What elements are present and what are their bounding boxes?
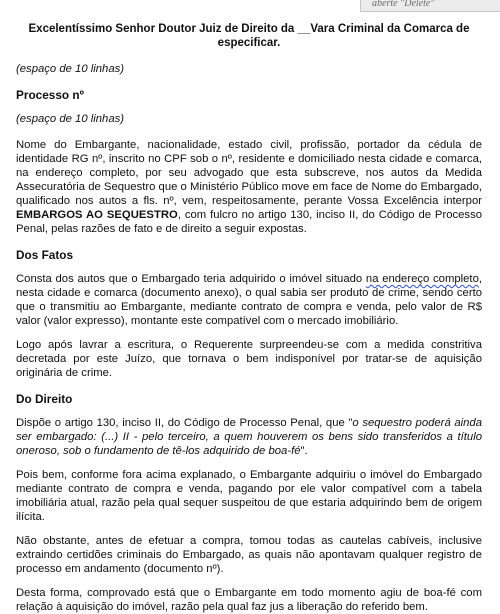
facts-paragraph-1 [16,272,482,328]
facts-p1-text-1: Consta dos autos que o Embargado teria adquirido o imóvel situado [16,273,366,285]
law-p1-text-1: Dispõe o artigo 130, inciso II, do Código de Processo Penal, que " [16,417,353,429]
intro-paragraph [16,138,482,236]
intro-text-2: , com fulcro no artigo 130, inciso II, do Código de Processo Penal, pelas razões de fato e de direito a seguir expostas. [16,209,483,235]
space-note-2: (espaço de 10 linhas) [16,113,125,125]
document-body [16,22,482,614]
facts-heading: Dos Fatos [16,248,74,262]
process-label: Processo nº [16,88,84,102]
intro-text-1: Nome do Embargante, nacionalidade, estado civil, profissão, portador da cédula de identidade RG nº, inscrito no CPF sob o nº, residente e domiciliado nesta cidade e comarca, na endereço completo, por seu advogado que esta subscreve, nos autos da Medida Assecuratória de Sequestro que o Ministério Público move em face de Nome do Embargado, qualificado nos autos a fls. nº, vem, respeitosamente, perante Vossa Excelência interpor [16,139,482,207]
law-paragraph-3: Não obstante, antes de efetuar a compra, tomou todas as cautelas cabíveis, inclusive extraindo certidões criminais do Embargado, as quais não apontavam qualquer registro de processo em andamento (documento nº). [16,535,482,575]
law-paragraph-2: Pois bem, conforme fora acima explanado, o Embargante adquiriu o imóvel do Embargado mediante contrato de compra e venda, pagando por ele valor compatível com a tabela imobiliária atual, razão pela qual sequer suspeitou de que estaria adquirindo bem de origem ilícita. [16,469,482,523]
law-heading: Do Direito [16,392,73,406]
document-title: Excelentíssimo Senhor Doutor Juiz de Direito da __Vara Criminal da Comarca de especificar. [28,23,470,49]
facts-paragraph-2: Logo após lavrar a escritura, o Requerente surpreendeu-se com a medida constritiva decretada por este Juízo, que tornava o bem indisponível por tratar-se de aquisição originária de crime. [16,339,482,379]
facts-p1-text-2: , nesta cidade e comarca (documento anexo), o qual sabia ser produto de crime, sendo certo que o transmitiu ao Embargante, mediante contrato de compra e venda, pelo valor de R$ valor (valor expresso), montante este compatível com o mercado imobiliário. [16,273,482,327]
space-note-1: (espaço de 10 linhas) [16,63,125,75]
delete-hint-text: aberte "Delete" [372,0,435,9]
law-paragraph-1 [16,416,482,458]
spellcheck-marked-text[interactable]: na endereço completo [365,273,479,285]
law-p1-text-2: ". [300,445,308,457]
intro-bold-text: EMBARGOS AO SEQUESTRO [16,209,178,221]
law-paragraph-4: Desta forma, comprovado está que o Embargante em todo momento agiu de boa-fé com relação à aquisição do imóvel, razão pela qual faz jus a liberação do referido bem. [16,587,482,613]
law-quote-italic: o sequestro poderá ainda ser embargado: (...) II - pelo terceiro, a quem houverem os bens sido transferidos a título oneroso, sob o fundamento de tê-los adquirido de boa-fé [16,417,482,457]
